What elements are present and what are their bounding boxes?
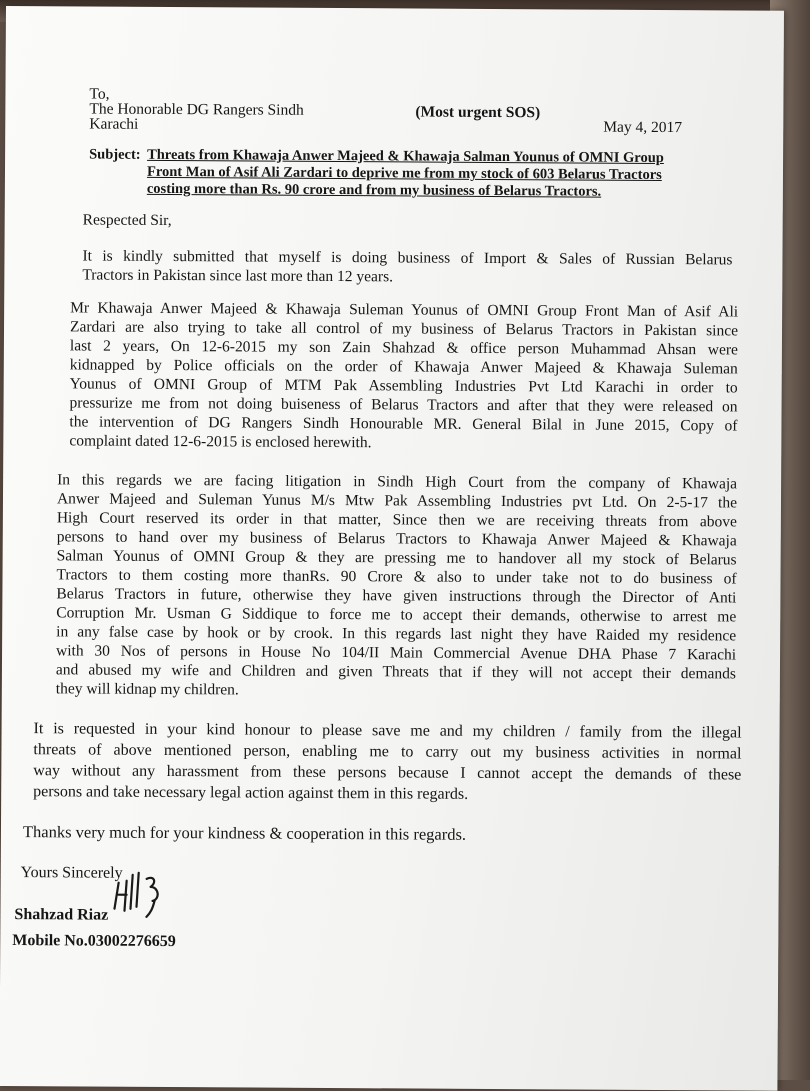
- paragraph-line: Tractors in Pakistan since last more than 12 years.: [82, 266, 394, 286]
- paragraph-line: and abused my wife and Children and given Threats that if they will not accept their demands: [55, 661, 736, 683]
- paragraph-line: Mr Khawaja Anwer Majeed & Khawaja Suleman Younus of OMNI Group Front Man of Asif Ali: [70, 299, 739, 321]
- paragraph-line: Anwer Majeed and Suleman Yunus M/s Mtw Pak Assembling Industries pvt Ltd. On 2-5-17 the: [56, 490, 738, 512]
- paragraph-line: way without any harassment from these persons because I cannot accept the demands of these: [33, 762, 742, 784]
- recipient-name: The Honorable DG Rangers Sindh: [89, 100, 304, 119]
- paragraph-line: High Court reserved its order in that matter, Since then we are receiving threats from above: [56, 509, 737, 531]
- paragraph-line: Tractors to them costing more thanRs. 90 Crore & also to under take not to do business of: [56, 566, 737, 588]
- paragraph-line: the intervention of DG Rangers Sindh Honourable MR. General Bilal in June 2015, Copy of: [69, 413, 738, 435]
- paragraph-line: It is kindly submitted that myself is doing business of Import & Sales of Russian Belarus: [82, 247, 733, 269]
- paragraph-line: with 30 Nos of persons in House No 104/II Main Commercial Avenue DHA Phase 7 Karachi: [56, 642, 737, 664]
- paragraph-line: Corruption Mr. Usman G Siddique to force me to accept their demands, otherwise to arrest me: [56, 604, 737, 626]
- subject-block: [89, 147, 664, 202]
- sender-mobile: Mobile No.03002276659: [12, 932, 176, 951]
- paragraph-line: Belarus Tractors in future, otherwise they have given instructions through the Director of Anti: [56, 585, 737, 607]
- paragraph-line: they will kidnap my children.: [55, 680, 239, 699]
- paragraph-line: kidnapped by Police officials on the order of Khawaja Anwer Majeed & Khawaja Suleman: [69, 356, 738, 378]
- sender-name: Shahzad Riaz: [14, 906, 109, 924]
- subject-line-1: Threats from Khawaja Anwer Majeed & Khawaja Salman Younus of OMNI Group: [147, 146, 664, 167]
- paragraph-line: It is requested in your kind honour to please save me and my children / family from the illegal: [33, 720, 742, 742]
- subject-label: Subject:: [89, 146, 141, 163]
- salutation: Respected Sir,: [82, 211, 172, 230]
- paragraph-4: [33, 718, 741, 806]
- handwritten-signature: [110, 865, 180, 925]
- thanks-line: Thanks very much for your kindness & cooperation in this regards.: [22, 822, 467, 844]
- subject-line-2: Front Man of Asif Ali Zardari to deprive me from my stock of 603 Belarus Tractors: [146, 163, 662, 184]
- paragraph-line: last 2 years, On 12-6-2015 my son Zain Shahzad & office person Muhammad Ahsan were: [69, 337, 738, 359]
- recipient-city: Karachi: [89, 115, 139, 133]
- paragraph-line: threats of above mentioned person, enabling me to carry out my business activities in normal: [33, 741, 742, 763]
- urgency-label: (Most urgent SOS): [415, 103, 541, 122]
- subject-line-3: costing more than Rs. 90 crore and from my business of Belarus Tractors.: [146, 180, 602, 200]
- paragraph-line: persons to hand over my business of Belarus Tractors to Khawaja Anwer Majeed & Khawaja: [56, 528, 737, 550]
- paragraph-1: [82, 246, 732, 288]
- paragraph-line: Zardari are also trying to take all control of my business of Belarus Tractors in Pakistan since: [69, 318, 739, 340]
- paragraph-3: [56, 470, 737, 702]
- letter-page: [0, 6, 784, 1091]
- paragraph-line: in any false case by hook or by crook. In this regards last night they have Raided my residence: [56, 623, 737, 645]
- letter-date: May 4, 2017: [603, 118, 683, 137]
- paragraph-line: persons and take necessary legal action against them in this regards.: [33, 783, 469, 803]
- paragraph-2: [69, 298, 738, 454]
- recipient-to: To,: [89, 85, 110, 103]
- paragraph-line: Younus of OMNI Group of MTM Pak Assembling Industries Pvt Ltd Karachi in order to: [69, 375, 738, 397]
- paragraph-line: pressurize me from not doing buiseness of Belarus Tractors and after that they were released on: [69, 394, 738, 416]
- closing-line: Yours Sincerely: [20, 864, 123, 882]
- paragraph-line: Salman Younus of OMNI Group & they are pressing me to handover all my stock of Belarus: [56, 547, 737, 569]
- paragraph-line: complaint dated 12-6-2015 is enclosed herewith.: [69, 432, 372, 452]
- paragraph-line: In this regards we are facing litigation in Sindh High Court from the company of Khawaja: [57, 471, 738, 493]
